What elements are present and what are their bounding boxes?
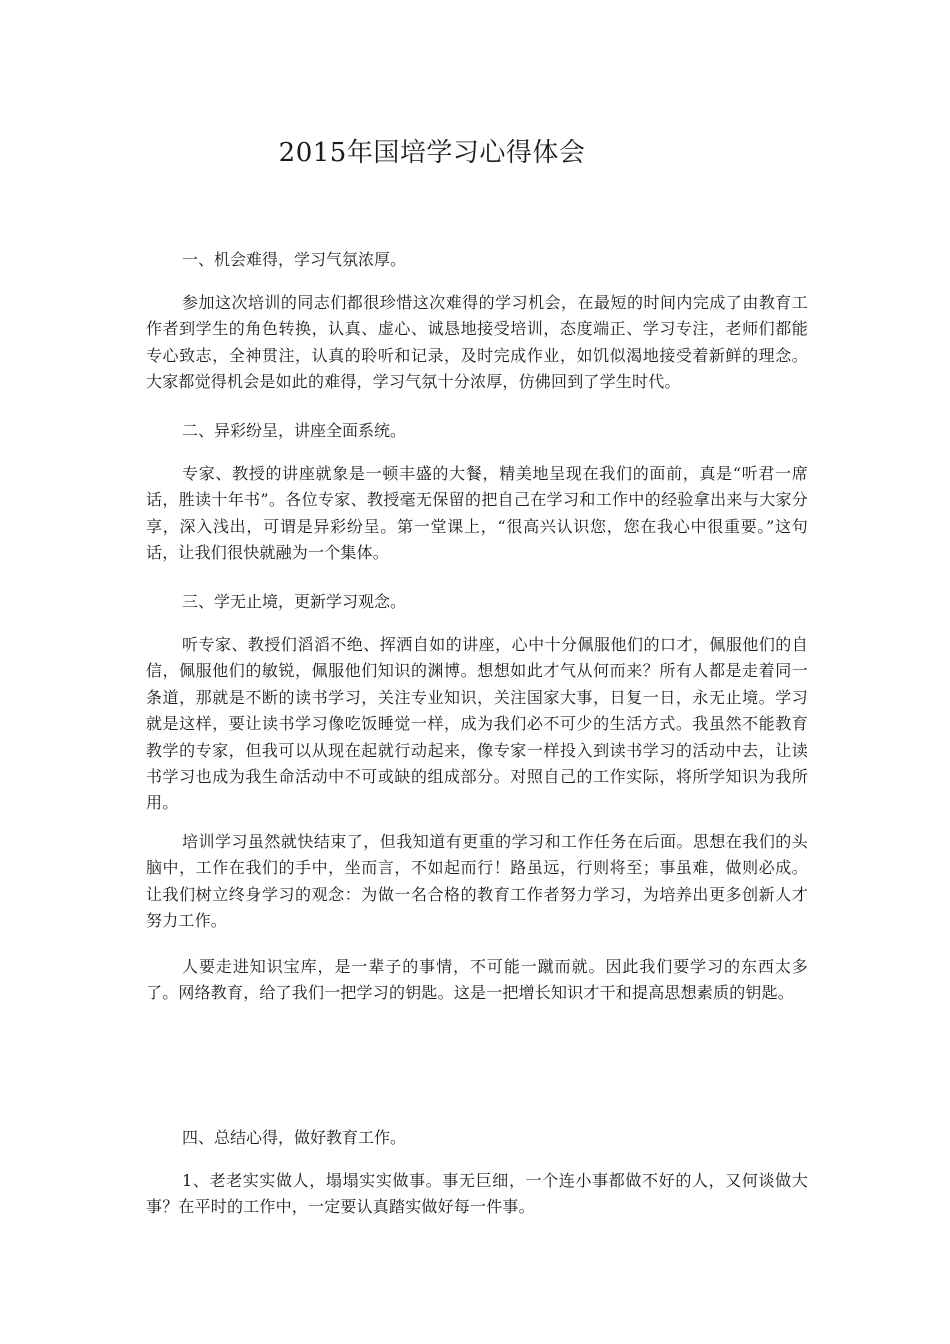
- document-title: 2015年国培学习心得体会: [278, 138, 586, 168]
- paragraph: 1、老老实实做人，塌塌实实做事。事无巨细，一个连小事都做不好的人，又何谈做大事？在平时的工作中，一定要认真踏实做好每一件事。: [146, 1171, 808, 1217]
- section-heading-3: 三、学无止境，更新学习观念。: [182, 592, 407, 611]
- paragraph: 参加这次培训的同志们都很珍惜这次难得的学习机会，在最短的时间内完成了由教育工作者到学生的角色转换，认真、虚心、诚恳地接受培训，态度端正、学习专注，老师们都能专心致志，全神贯注，认真的聆听和记录，及时完成作业，如饥似渴地接受着新鲜的理念。大家都觉得机会是如此的难得，学习气氛十分浓厚，仿佛回到了学生时代。: [146, 293, 808, 392]
- paragraph: 专家、教授的讲座就象是一顿丰盛的大餐，精美地呈现在我们的面前，真是“听君一席话，胜读十年书”。各位专家、教授毫无保留的把自己在学习和工作中的经验拿出来与大家分享，深入浅出，可谓是异彩纷呈。第一堂课上，“很高兴认识您，您在我心中很重要。”这句话，让我们很快就融为一个集体。: [146, 464, 808, 563]
- paragraph: 培训学习虽然就快结束了，但我知道有更重的学习和工作任务在后面。思想在我们的头脑中，工作在我们的手中，坐而言，不如起而行！路虽远，行则将至；事虽难，做则必成。让我们树立终身学习的观念：为做一名合格的教育工作者努力学习，为培养出更多创新人才努力工作。: [146, 832, 808, 931]
- section-heading-1: 一、机会难得，学习气氛浓厚。: [182, 250, 407, 269]
- paragraph: 人要走进知识宝库，是一辈子的事情，不可能一蹴而就。因此我们要学习的东西太多了。网络教育，给了我们一把学习的钥匙。这是一把增长知识才干和提高思想素质的钥匙。: [146, 957, 808, 1003]
- section-heading-2: 二、异彩纷呈，讲座全面系统。: [182, 421, 407, 440]
- section-heading-4: 四、总结心得，做好教育工作。: [182, 1128, 407, 1147]
- paragraph: 听专家、教授们滔滔不绝、挥洒自如的讲座，心中十分佩服他们的口才，佩服他们的自信，佩服他们的敏锐，佩服他们知识的渊博。想想如此才气从何而来？所有人都是走着同一条道，那就是不断的读书学习，关注专业知识，关注国家大事，日复一日，永无止境。学习就是这样，要让读书学习像吃饭睡觉一样，成为我们必不可少的生活方式。我虽然不能教育教学的专家，但我可以从现在起就行动起来，像专家一样投入到读书学习的活动中去，让读书学习也成为我生命活动中不可或缺的组成部分。对照自己的工作实际，将所学知识为我所用。: [146, 635, 808, 813]
